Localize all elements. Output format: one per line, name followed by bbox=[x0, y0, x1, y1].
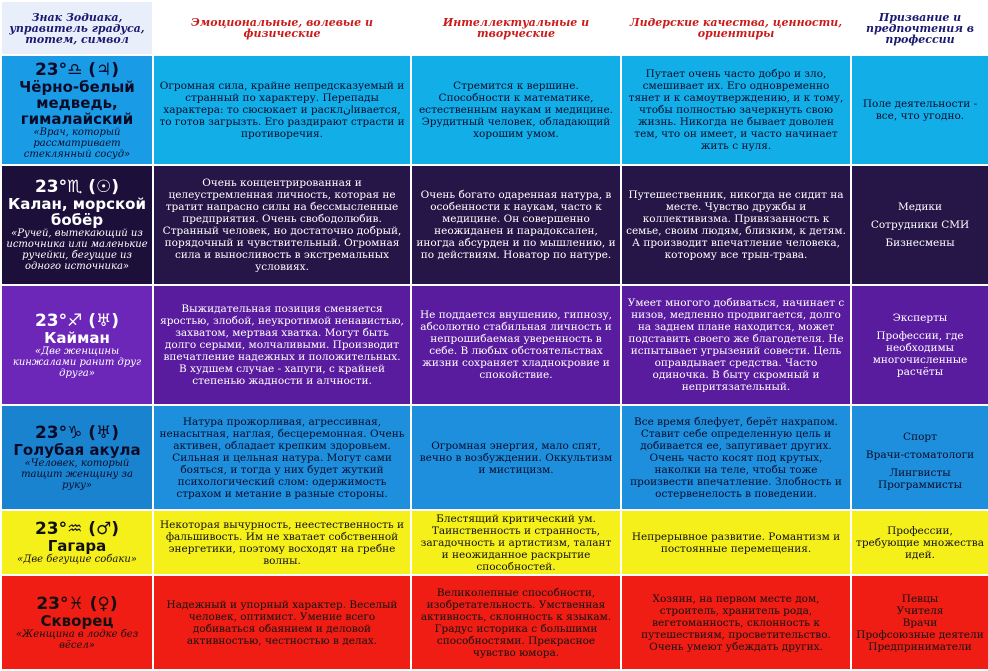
degree-symbol: 23°♑ (♅) bbox=[34, 423, 120, 443]
profession-item: Врачи-стоматологи bbox=[865, 448, 975, 461]
profession-item: Программисты bbox=[877, 478, 963, 491]
profession-item: Профессии, требующие множества идей. bbox=[856, 524, 984, 561]
sign-cell bbox=[1, 405, 153, 510]
leadership-cell: Непрерывное развитие. Романтизм и постоянные перемещения. bbox=[621, 510, 851, 575]
leadership-cell: Все время блефует, берёт нахрапом. Ставит себе определенную цель и добивается ее, запугивает других. Очень часто косят под крутых, наколки на теле, чтобы тоже произвести впечатление. Злобность и остервенелость в поведении. bbox=[621, 405, 851, 510]
totem-symbol: «Врач, который рассматривает стеклянный сосуд» bbox=[23, 126, 131, 160]
leadership-cell: Путает очень часто добро и зло, смешивает их. Его одновременно тянет и к самоутверждению, и к тому, чтобы полностью зачеркнуть свою жизнь. Никогда не бывает доволен тем, что он имеет, и часто начинает жить с нуля. bbox=[621, 55, 851, 165]
header-sign: Знак Зодиака, управитель градуса, тотем, символ bbox=[1, 1, 153, 55]
totem-name: Чёрно-белый медведь, гималайский bbox=[19, 77, 135, 128]
profession-item: Учителя bbox=[896, 604, 944, 617]
intellectual-cell: Очень богато одаренная натура, в особенности к наукам, часто к медицине. Он совершенно неожиданен и парадоксален, иногда абсурден и по мышлению, и по действиям. Новатор по натуре. bbox=[411, 165, 621, 285]
profession-item: Профсоюзные деятели bbox=[856, 628, 984, 641]
professions-cell bbox=[851, 285, 988, 405]
totem-name: Гагара bbox=[47, 537, 107, 555]
table-row bbox=[1, 285, 988, 405]
degree-symbol: 23°♒ (♂) bbox=[34, 519, 120, 539]
header-leadership: Лидерские качества, ценности, ориентиры bbox=[621, 1, 851, 55]
header-professions: Призвание и предпочтения в профессии bbox=[851, 1, 988, 55]
profession-item: Врачи bbox=[902, 616, 938, 629]
sign-cell bbox=[1, 510, 153, 575]
professions-cell bbox=[851, 510, 988, 575]
intellectual-cell: Огромная энергия, мало спят, вечно в возбуждении. Оккультизм и мистицизм. bbox=[411, 405, 621, 510]
totem-symbol: «Ручей, вытекающий из источника или маленькие ручейки, бегущие из одного источника» bbox=[6, 228, 148, 272]
profession-item: Бизнесмены bbox=[885, 237, 955, 249]
intellectual-cell: Блестящий критический ум. Таинственность и странность, загадочность и артистизм, талант и неожиданное раскрытие способностей. bbox=[411, 510, 621, 575]
totem-symbol: «Человек, который тащит женщину за руку» bbox=[21, 458, 133, 491]
profession-item: Медики bbox=[898, 201, 942, 213]
header-row bbox=[1, 1, 988, 55]
totem-name: Кайман bbox=[44, 328, 110, 347]
profession-item: Спорт bbox=[903, 430, 937, 443]
totem-name: Калан, морской бобёр bbox=[8, 195, 146, 229]
intellectual-cell: Стремится к вершине. Способности к математике, естественным наукам и медицине. Эрудитный человек, обладающий хорошим умом. bbox=[411, 55, 621, 165]
degree-symbol: 23°♎ (♃) bbox=[34, 59, 120, 80]
emotional-cell: Выжидательная позиция сменяется яростью, злобой, неукротимой ненавистью, захватом, мертвая хватка. Могут быть долго серыми, молчаливыми. Производит впечатление надежных и положительных. В худшем случае - хапуги, с крайней степенью жадности и алчности. bbox=[153, 285, 411, 405]
professions-cell bbox=[851, 575, 988, 670]
professions-cell bbox=[851, 405, 988, 510]
table-row bbox=[1, 510, 988, 575]
intellectual-cell: Великолепные способности, изобретательность. Умственная активность, склонность к языкам. Градус историка с большими способностями. Прекрасное чувство юмора. bbox=[411, 575, 621, 670]
profession-item: Сотрудники СМИ bbox=[870, 219, 970, 231]
emotional-cell: Надежный и упорный характер. Веселый человек, оптимист. Умение всего добиваться обаянием и деловой активностью, честностью в делах. bbox=[153, 575, 411, 670]
header-intellectual: Интеллектуальные и творческие bbox=[411, 1, 621, 55]
degree-symbol: 23°♏ (☉) bbox=[34, 177, 120, 197]
leadership-cell: Путешественник, никогда не сидит на месте. Чувство дружбы и коллективизма. Привязанность к семье, своим людям, близким, к детям. А производит впечатление человека, которому все трын-трава. bbox=[621, 165, 851, 285]
table-row bbox=[1, 405, 988, 510]
emotional-cell: Некоторая вычурность, неестественность и фальшивость. Им не хватает собственной энергетики, поэтому восходят на гребне волны. bbox=[153, 510, 411, 575]
header-emotional: Эмоциональные, волевые и физические bbox=[153, 1, 411, 55]
sign-cell bbox=[1, 165, 153, 285]
totem-symbol: «Две бегущие собаки» bbox=[17, 554, 137, 565]
totem-symbol: «Две женщины кинжалами ранит друг друга» bbox=[12, 345, 142, 379]
profession-item: Эксперты bbox=[892, 312, 948, 324]
professions-cell bbox=[851, 55, 988, 165]
intellectual-cell: Не поддается внушению, гипнозу, абсолютно стабильная личность и непрошибаемая уверенность в себе. В любых обстоятельствах жизни сохраняет хладнокровие и спокойствие. bbox=[411, 285, 621, 405]
profession-item: Певцы bbox=[901, 592, 939, 605]
degree-symbol: 23°♐ (♅) bbox=[34, 310, 120, 331]
totem-name: Голубая акула bbox=[13, 441, 141, 459]
table-row bbox=[1, 55, 988, 165]
sign-cell bbox=[1, 55, 153, 165]
sign-cell bbox=[1, 285, 153, 405]
table-row bbox=[1, 575, 988, 670]
professions-cell bbox=[851, 165, 988, 285]
leadership-cell: Хозяин, на первом месте дом, строитель, хранитель рода, вегетоманность, склонность к путешествиям, просветительство. Очень умеют убеждать других. bbox=[621, 575, 851, 670]
table-row bbox=[1, 165, 988, 285]
profession-item: Профессии, где необходимы многочисленные расчёты bbox=[872, 330, 968, 378]
degree-symbol: 23°♓ (♀) bbox=[36, 593, 118, 614]
profession-item: Поле деятельности - все, что угодно. bbox=[862, 98, 978, 122]
totem-symbol: «Женщина в лодке без вёсел» bbox=[15, 628, 139, 651]
emotional-cell: Натура прожорливая, агрессивная, ненасытная, наглая, бесцеремонная. Очень активен, обладает крепким здоровьем. Сильная и цельная натура. Могут сами бояться, и тогда у них будет жуткий психологический слом: одержимость страхом и метание в разные стороны. bbox=[153, 405, 411, 510]
totem-name: Скворец bbox=[40, 611, 114, 630]
profession-item: Лингвисты bbox=[889, 466, 951, 479]
emotional-cell: Очень концентрированная и целеустремленная личность, которая не тратит напрасно силы на бессмысленные предприятия. Очень свободолюбив. Странный человек, но достаточно добрый, порядочный и чувствительный. Огромная сила и выносливость в экстремальных условиях. bbox=[153, 165, 411, 285]
leadership-cell: Умеет многого добиваться, начинает с низов, медленно продвигается, долго на заднем плане находится, может подставить своего же благодетеля. Не испытывает угрызений совести. Цель оправдывает средства. Часто одиночка. В быту скромный и непритязательный. bbox=[621, 285, 851, 405]
emotional-cell: Огромная сила, крайне непредсказуемый и странный по характеру. Перепады характера: то сюсюкает и расклانивается, то готов загрызть. Его раздирают страсти и противоречия. bbox=[153, 55, 411, 165]
profession-item: Предприниматели bbox=[868, 640, 972, 653]
sign-cell bbox=[1, 575, 153, 670]
